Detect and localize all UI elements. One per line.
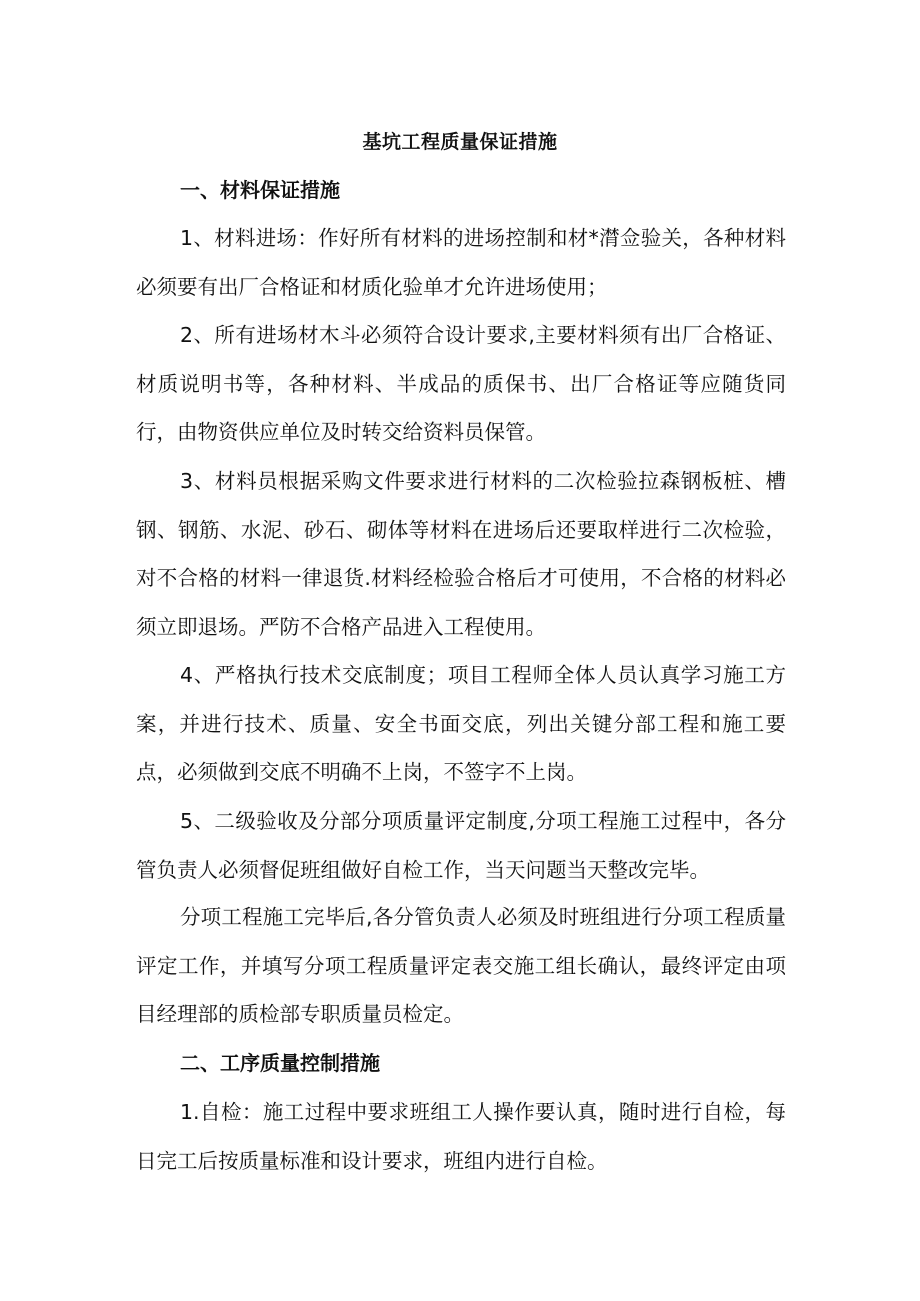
- paragraph: 分项工程施工完毕后,各分管负责人必须及时班组进行分项工程质量评定工作，并填写分项工程质量评定表交施工组长确认，最终评定由项目经理部的质检部专职质量员检定。: [136, 905, 786, 1026]
- paragraph: 4、严格执行技术交底制度；项目工程师全体人员认真学习施工方案，并进行技术、质量、安全书面交底，列出关键分部工程和施工要点，必须做到交底不明确不上岗，不签字不上岗。: [136, 663, 786, 784]
- paragraph: 1、材料进场：作好所有材料的进场控制和材*潸佥验关，各种材料必须要有出厂合格证和材质化验单才允许进场使用；: [136, 226, 786, 299]
- paragraph: 1.自检：施工过程中要求班组工人操作要认真，随时进行自检，每日完工后按质量标准和设计要求，班组内进行自检。: [136, 1100, 786, 1173]
- document-title: 基坑工程质量保证措施: [362, 131, 558, 153]
- paragraph: 3、材料员根据采购文件要求进行材料的二次检验拉森钢板桩、槽钢、钢筋、水泥、砂石、砌体等材料在进场后还要取样进行二次检验，对不合格的材料一律退货.材料经检验合格后才可使用，不合格的材料必须立即退场。严防不合格产品进入工程使用。: [136, 469, 786, 639]
- section-heading-process-control: 二、工序质量控制措施: [180, 1051, 380, 1075]
- paragraph: 5、二级验收及分部分项质量评定制度,分项工程施工过程中，各分管负责人必须督促班组做好自检工作，当天问题当天整改完毕。: [136, 809, 786, 882]
- section-heading-materials: 一、材料保证措施: [180, 178, 340, 202]
- paragraph: 2、所有进场材木斗必须符合设计要求,主要材料须有出厂合格证、材质说明书等，各种材料、半成品的质保书、出厂合格证等应随货同行，由物资供应单位及时转交给资料员保管。: [136, 323, 786, 444]
